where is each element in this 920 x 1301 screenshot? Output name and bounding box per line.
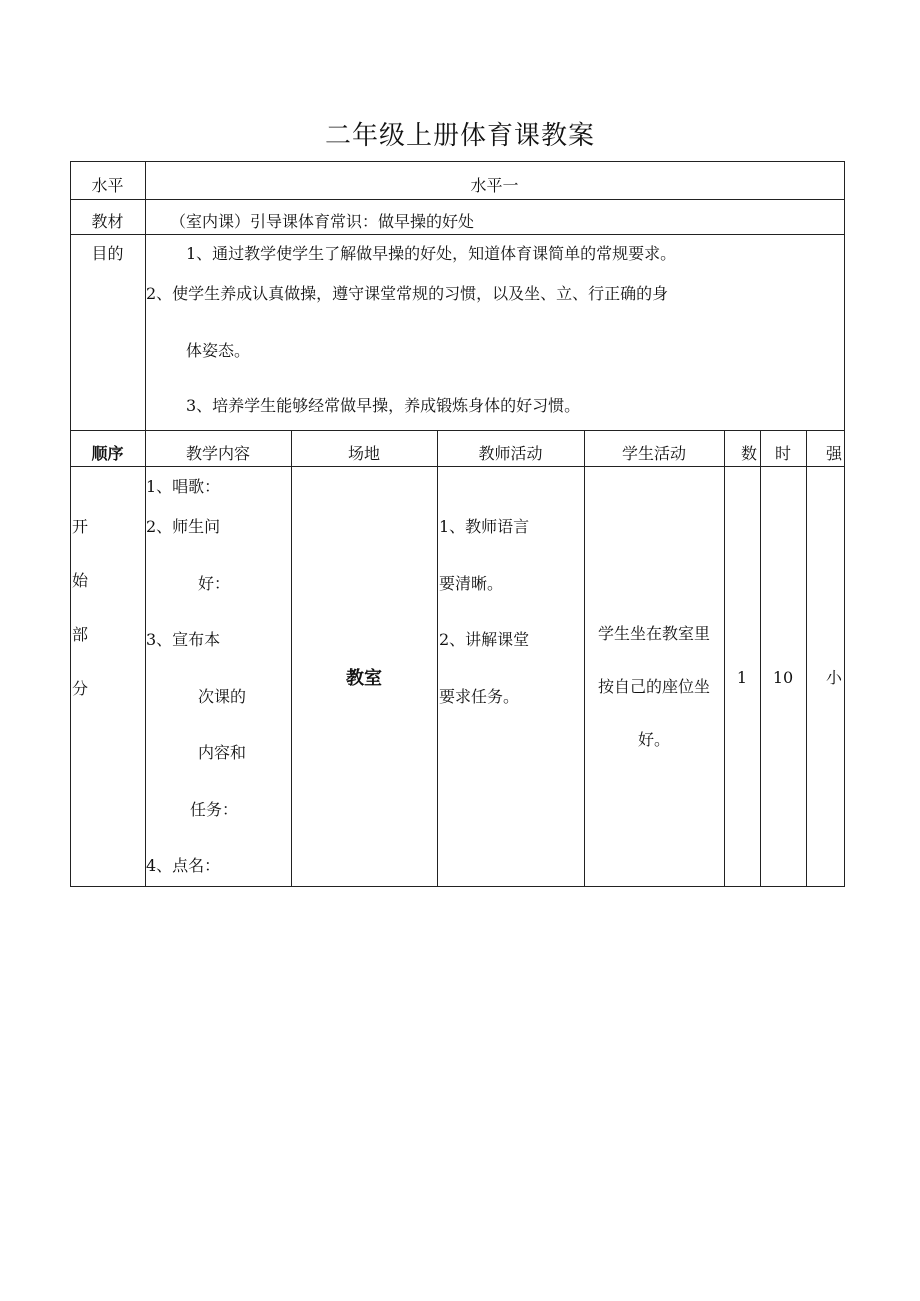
header-teacher-activity: 教师活动 [478,444,543,463]
table-border-bottom [70,886,845,887]
content-item: 2、师生问 [146,517,221,536]
teacher-activity-item-cont: 要清晰。 [439,574,504,593]
goal-item-3: 3、培养学生能够经常做早操，养成锻炼身体的好习惯。 [186,396,581,415]
count-value: 1 [736,668,748,687]
teacher-activity-item: 1、教师语言 [439,517,530,536]
row-divider [70,466,845,467]
student-activity-line: 按自己的座位坐 [597,677,710,696]
level-label: 水平 [91,176,124,195]
goal-item-2: 2、使学生养成认真做操，遵守课堂常规的习惯，以及坐、立、行正确的身 [146,284,669,303]
table-border-left [70,161,71,887]
content-item-cont: 好： [198,574,231,593]
header-order: 顺序 [91,444,124,463]
goal-item-1: 1、通过教学使学生了解做早操的好处，知道体育课简单的常规要求。 [186,244,677,263]
student-activity-line: 好。 [637,730,670,749]
header-content: 教学内容 [185,444,250,463]
content-item: 1、唱歌： [146,477,221,496]
column-divider [806,430,807,887]
header-time: 时 [774,444,791,463]
time-value: 10 [772,668,794,687]
column-divider [760,430,761,887]
content-item-cont: 次课的 [198,687,247,706]
header-venue: 场地 [347,444,380,463]
row-divider [70,430,845,431]
column-divider [584,430,585,887]
teacher-activity-item-cont: 要求任务。 [439,687,520,706]
part-name-char: 始 [72,571,89,590]
column-divider [291,430,292,887]
page-title: 二年级上册体育课教案 [324,121,595,151]
header-student-activity: 学生活动 [621,444,686,463]
venue-value: 教室 [346,668,382,689]
table-border-right [844,161,845,887]
intensity-value: 小 [826,668,843,687]
content-item: 4、点名： [146,856,221,875]
material-label: 教材 [91,212,124,231]
content-item-cont: 任务： [190,800,239,819]
part-name-char: 部 [72,625,89,644]
header-count: 数 [741,444,758,463]
content-item: 3、宣布本 [146,630,221,649]
goal-label: 目的 [91,244,124,263]
part-name-char: 开 [72,517,89,536]
column-divider [437,430,438,887]
part-name-char: 分 [72,679,89,698]
material-value: （室内课）引导课体育常识：做早操的好处 [170,212,475,231]
row-divider [70,199,845,200]
header-intensity: 强 [826,444,843,463]
content-item-cont: 内容和 [198,743,247,762]
level-value: 水平一 [470,176,519,195]
row-divider [70,234,845,235]
teacher-activity-item: 2、讲解课堂 [439,630,530,649]
column-divider [724,430,725,887]
student-activity-line: 学生坐在教室里 [597,624,710,643]
table-border-top [70,161,845,162]
goal-item-2-cont: 体姿态。 [186,341,251,360]
